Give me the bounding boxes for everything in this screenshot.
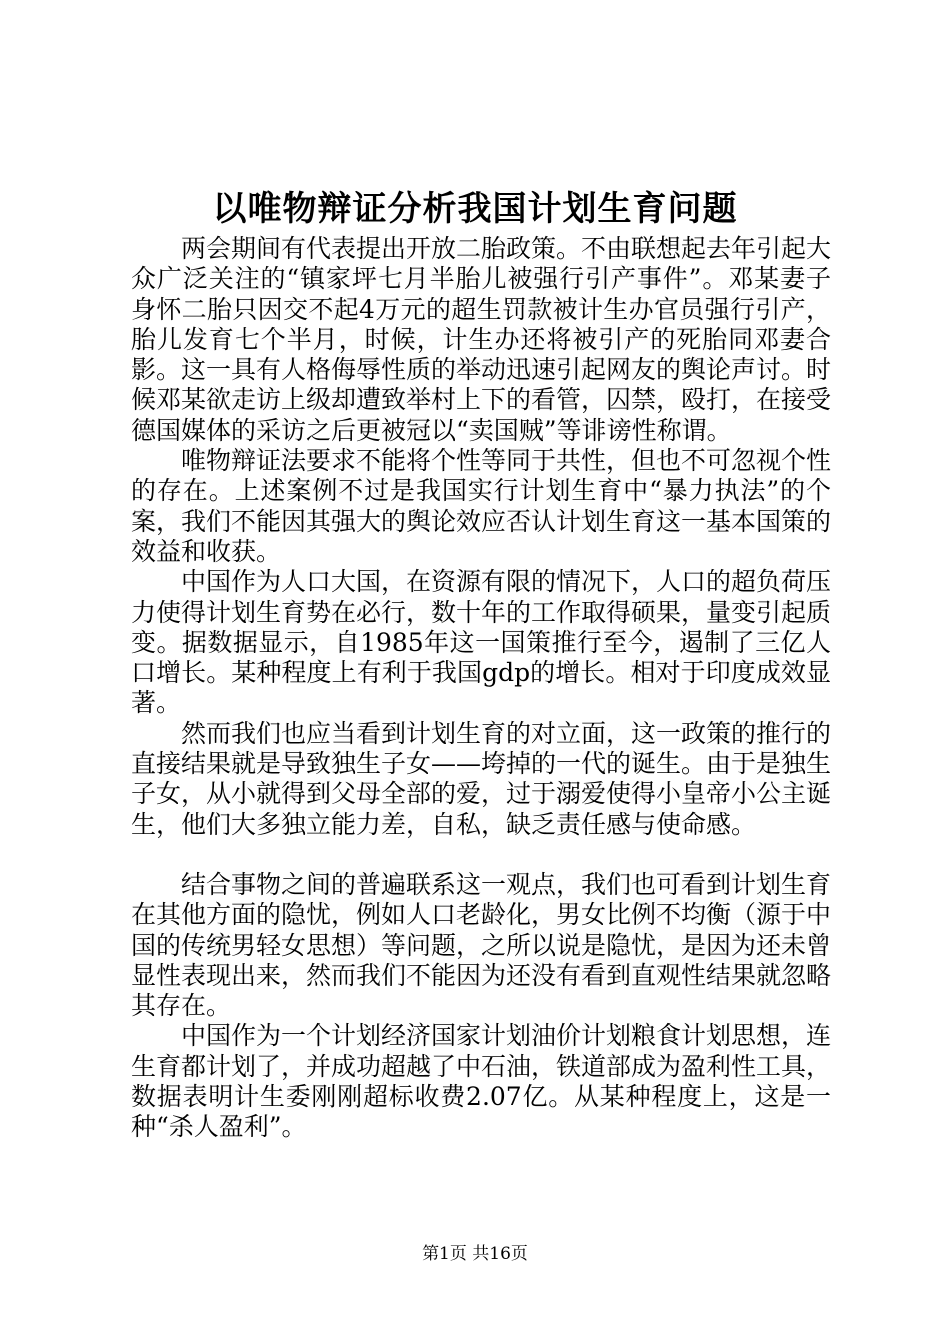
paragraph-3: 中国作为人口大国，在资源有限的情况下，人口的超负荷压力使得计划生育势在必行，数十年的工作取得硕果，量变引起质变。据数据显示，自1985年这一国策推行至今，遏制了三亿人口增长。某种程度上有利于我国gdp的增长。相对于印度成效显著。	[131, 567, 832, 718]
page-title: 以唯物辩证分析我国计划生育问题	[212, 189, 738, 229]
paragraph-1: 两会期间有代表提出开放二胎政策。不由联想起去年引起大众广泛关注的“镇家坪七月半胎儿被强行引产事件”。邓某妻子身怀二胎只因交不起4万元的超生罚款被计生办官员强行引产，胎儿发育七个半月，时候，计生办还将被引产的死胎同邓妻合影。这一具有人格侮辱性质的举动迅速引起网友的舆论声讨。时候邓某欲走访上级却遭致举村上下的看管，囚禁，殴打，在接受德国媒体的采访之后更被冠以“卖国贼”等诽谤性称谓。	[131, 234, 832, 445]
paragraph-6: 中国作为一个计划经济国家计划油价计划粮食计划思想，连生育都计划了，并成功超越了中石油，铁道部成为盈利性工具，数据表明计生委刚刚超标收费2.07亿。从某种程度上，这是一种“杀人盈利”。	[131, 1021, 832, 1142]
paragraph-2: 唯物辩证法要求不能将个性等同于共性，但也不可忽视个性的存在。上述案例不过是我国实行计划生育中“暴力执法”的个案，我们不能因其强大的舆论效应否认计划生育这一基本国策的效益和收获。	[131, 446, 832, 566]
document-body	[131, 234, 831, 1143]
paragraph-5: 结合事物之间的普遍联系这一观点，我们也可看到计划生育在其他方面的隐忧，例如人口老龄化，男女比例不均衡（源于中国的传统男轻女思想）等问题，之所以说是隐忧，是因为还未曾显性表现出来，然而我们不能因为还没有看到直观性结果就忽略其存在。	[131, 869, 832, 1021]
paragraph-4: 然而我们也应当看到计划生育的对立面，这一政策的推行的直接结果就是导致独生子女——垮掉的一代的诞生。由于是独生子女，从小就得到父母全部的爱，过于溺爱使得小皇帝小公主诞生，他们大多独立能力差，自私，缺乏责任感与使命感。	[131, 718, 832, 839]
page-number-footer: 第1页 共16页	[422, 1244, 528, 1264]
